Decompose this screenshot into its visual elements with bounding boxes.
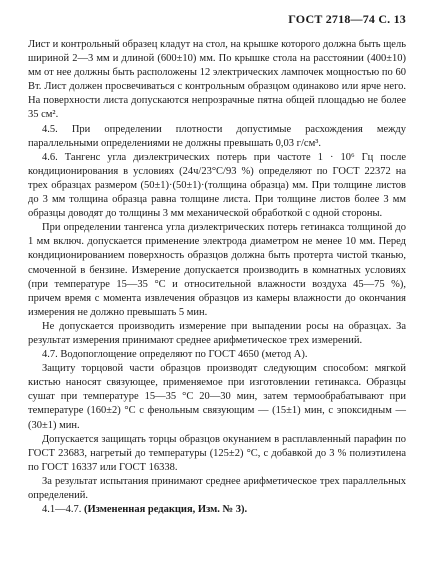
- paragraph-test-result: За результат испытания принимают среднее арифметическое трех параллельных определений.: [28, 475, 406, 501]
- paragraph-edge-protection: Защиту торцовой части образцов производят следующим способом: мягкой кистью наносят связующее, применяемое при изготовлении гетинакса. Образцы сушат при температуре 15—35 °С 20—30 мин, затем термообрабатывают при температуре (160±2) °С с фенольным связующим — (15±1) мин, с эпоксидным — (30±1) мин.: [28, 363, 406, 431]
- document-page: [28, 12, 406, 517]
- paragraph-light-test: Лист и контрольный образец кладут на стол, на крышке которого должна быть щель шириной 2—3 мм и длиной (600±10) мм. По крышке стола на расстоянии (400±10) мм от нее должны быть расположены 12 электрических лампочек мощностью по 60 Вт. Лист должен просвечиваться с контрольным образцом одинаково или ярче него. На поверхности листа допускаются непрозрачные пятна общей площадью не более 35 см².: [28, 39, 406, 121]
- paragraph-4-7-water-absorption: 4.7. Водопоглощение определяют по ГОСТ 4650 (метод А).: [42, 349, 308, 361]
- document-body: [28, 38, 406, 517]
- paragraph-paraffin-dipping: Допускается защищать торцы образцов окунанием в расплавленный парафин по ГОСТ 23683, нагретый до температуры (125±2) °С, с добавкой до 3 % полиэтилена по ГОСТ 16337 или ГОСТ 16338.: [28, 433, 406, 473]
- page-header: ГОСТ 2718—74 С. 13: [288, 12, 406, 26]
- paragraph-dielectric-measurement: При определении тангенса угла диэлектрических потерь гетинакса толщиной до 1 мм включ. допускается применение электрода диаметром не менее 10 мм. Перед кондиционированием поверхность образцов должна быть протерта чистой тканью, смоченной в бензине. Измерение допускается производить в комнатных условиях (при температуре 15—35 °С и относительной влажности воздуха 45—75 %), причем время с момента извлечения образцов из камеры влажности до окончания измерения не должно превышать 5 мин.: [28, 222, 406, 318]
- paragraph-4-6-dielectric-loss: 4.6. Тангенс угла диэлектрических потерь при частоте 1 · 10⁶ Гц после кондиционирования в условиях (24ч/23°С/93 %) определяют по ГОСТ 22372 на трех образцах размером (50±1)·(50±1)·(толщина образца) мм. При толщине листов до 3 мм толщина образца равна толщине листа. При толщине листов более 3 мм образцы доводят до толщины 3 мм механической обработкой с одной стороны.: [28, 151, 406, 220]
- amendment-note-prefix: 4.1—4.7.: [42, 504, 84, 516]
- amendment-note-text: (Измененная редакция, Изм. № 3).: [84, 504, 248, 516]
- amendment-note: [28, 503, 406, 517]
- paragraph-4-5-density: 4.5. При определении плотности допустимые расхождения между параллельными определениями не должны превышать 0,03 г/см³.: [28, 123, 406, 149]
- paragraph-dew-condition: Не допускается производить измерение при выпадении росы на образцах. За результат измерения принимают среднее арифметическое трех измерений.: [28, 320, 406, 346]
